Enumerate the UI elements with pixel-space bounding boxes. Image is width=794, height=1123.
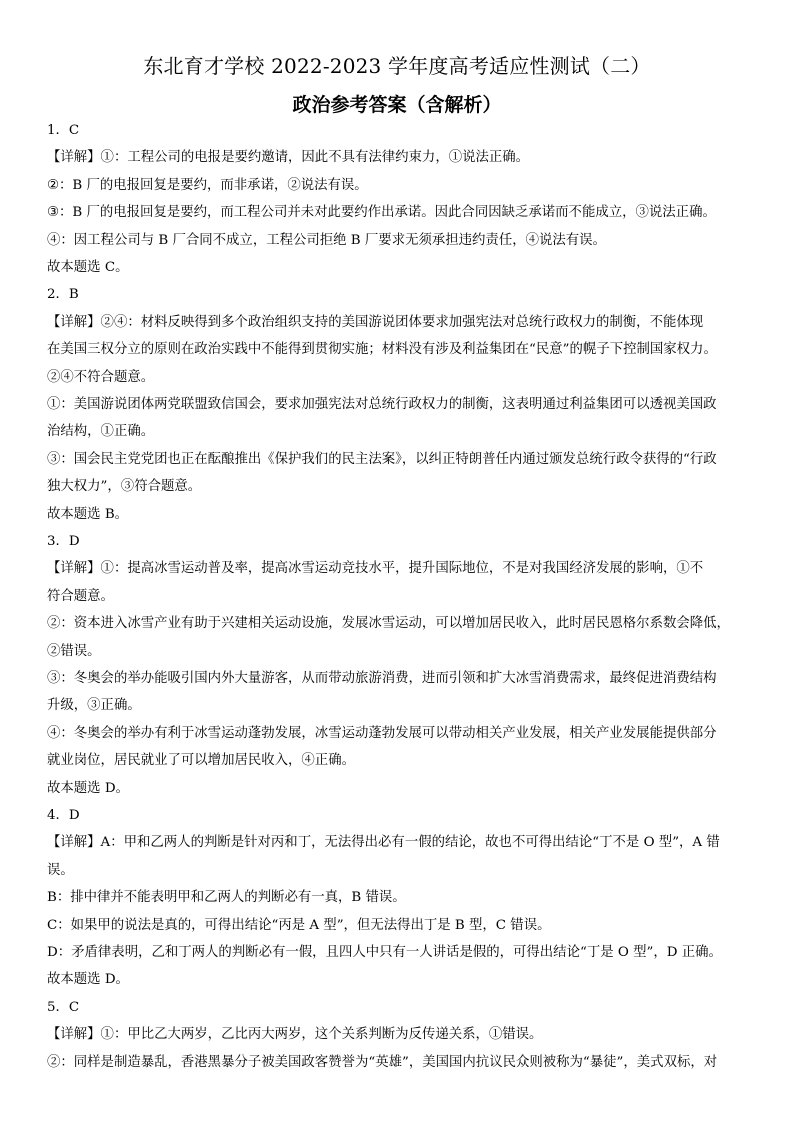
text-line: ①：美国游说团体两党联盟致信国会，要求加强宪法对总统行政权力的制衡，这表明通过利益集团可以透视美国政 [47,397,717,412]
text-line: B：排中律并不能表明甲和乙两人的判断必有一真，B 错误。 [47,890,406,906]
text-line: 符合题意。 [47,588,114,604]
text-line: 故本题选 D。 [47,780,129,796]
text-line: 【详解】①：工程公司的电报是要约邀请，因此不具有法律约束力，①说法正确。 [47,150,530,166]
text-line: ③：国会民主党党团也正在酝酿推出《保护我们的民主法案》，以纠正特朗普任内通过颁发总统行政令获得的“行政 [47,451,717,467]
text-line: 误。 [47,862,74,878]
text-line: 【详解】②④：材料反映得到多个政治组织支持的美国游说团体要求加强宪法对总统行政权力的制衡，不能体现 [47,314,704,330]
text-line: 1．C [47,123,80,138]
text-line: ④：因工程公司与 B 厂合同不成立，工程公司拒绝 B 厂要求无须承担违约责任，④说法有误。 [47,232,606,248]
text-line: 在美国三权分立的原则在政治实践中不能得到贯彻实施；材料没有涉及利益集团在“民意”的幌子下控制国家权力。 [47,342,717,358]
text-line: D：矛盾律表明，乙和丁两人的判断必有一假，且四人中只有一人讲话是假的，可得出结论“丁是 O 型”，D 正确。 [47,945,722,960]
document-title: 东北育才学校 2022-2023 学年度高考适应性测试（二） [143,54,651,78]
text-line: 5．C [47,999,80,1015]
text-line: 2．B [47,287,79,303]
text-line: ②：资本进入冰雪产业有助于兴建相关运动设施，发展冰雪运动，可以增加居民收入，此时居民恩格尔系数会降低， [47,616,730,632]
text-line: ③：B 厂的电报回复是要约，而工程公司并未对此要约作出承诺。因此合同因缺乏承诺而不能成立，③说法正确。 [47,205,716,221]
text-line: C：如果甲的说法是真的，可得出结论“丙是 A 型”，但无法得出丁是 B 型，C 错误。 [47,917,551,933]
document-subtitle: 政治参考答案（含解析） [292,94,502,116]
text-line: ②④不符合题意。 [47,369,155,385]
text-line: ②错误。 [47,643,101,659]
text-line: 独大权力”，③符合题意。 [47,479,202,495]
text-line: 故本题选 D。 [47,972,129,988]
text-line: 【详解】A：甲和乙两人的判断是针对丙和丁，无法得出必有一假的结论，故也不可得出结论“丁不是 O 型”，A 错 [47,835,720,851]
text-line: ④：冬奥会的举办有利于冰雪运动蓬勃发展，冰雪运动蓬勃发展可以带动相关产业发展，相关产业发展能提供部分 [47,725,717,741]
text-line: 故本题选 C。 [47,260,129,275]
text-line: ②：B 厂的电报回复是要约，而非承诺，②说法有误。 [47,177,368,193]
text-line: 【详解】①：提高冰雪运动普及率，提高冰雪运动竞技水平，提升国际地位，不是对我国经济发展的影响，①不 [47,561,704,577]
text-line: 【详解】①：甲比乙大两岁，乙比丙大两岁，这个关系判断为反传递关系，①错误。 [47,1027,543,1043]
text-line: 3．D [47,534,80,549]
text-line: 就业岗位，居民就业了可以增加居民收入，④正确。 [47,753,355,769]
text-line: 故本题选 B。 [47,506,129,522]
text-line: ③：冬奥会的举办能吸引国内外大量游客，从而带动旅游消费，进而引领和扩大冰雪消费需求，最终促进消费结构 [47,671,717,686]
text-line: 4．D [47,808,80,823]
text-line: ②：同样是制造暴乱，香港黑暴分子被美国政客赞誉为“英雄”，美国国内抗议民众则被称为“暴徒”，美式双标，对 [47,1054,718,1070]
text-line: 治结构，①正确。 [47,424,155,440]
text-line: 升级，③正确。 [47,698,141,714]
